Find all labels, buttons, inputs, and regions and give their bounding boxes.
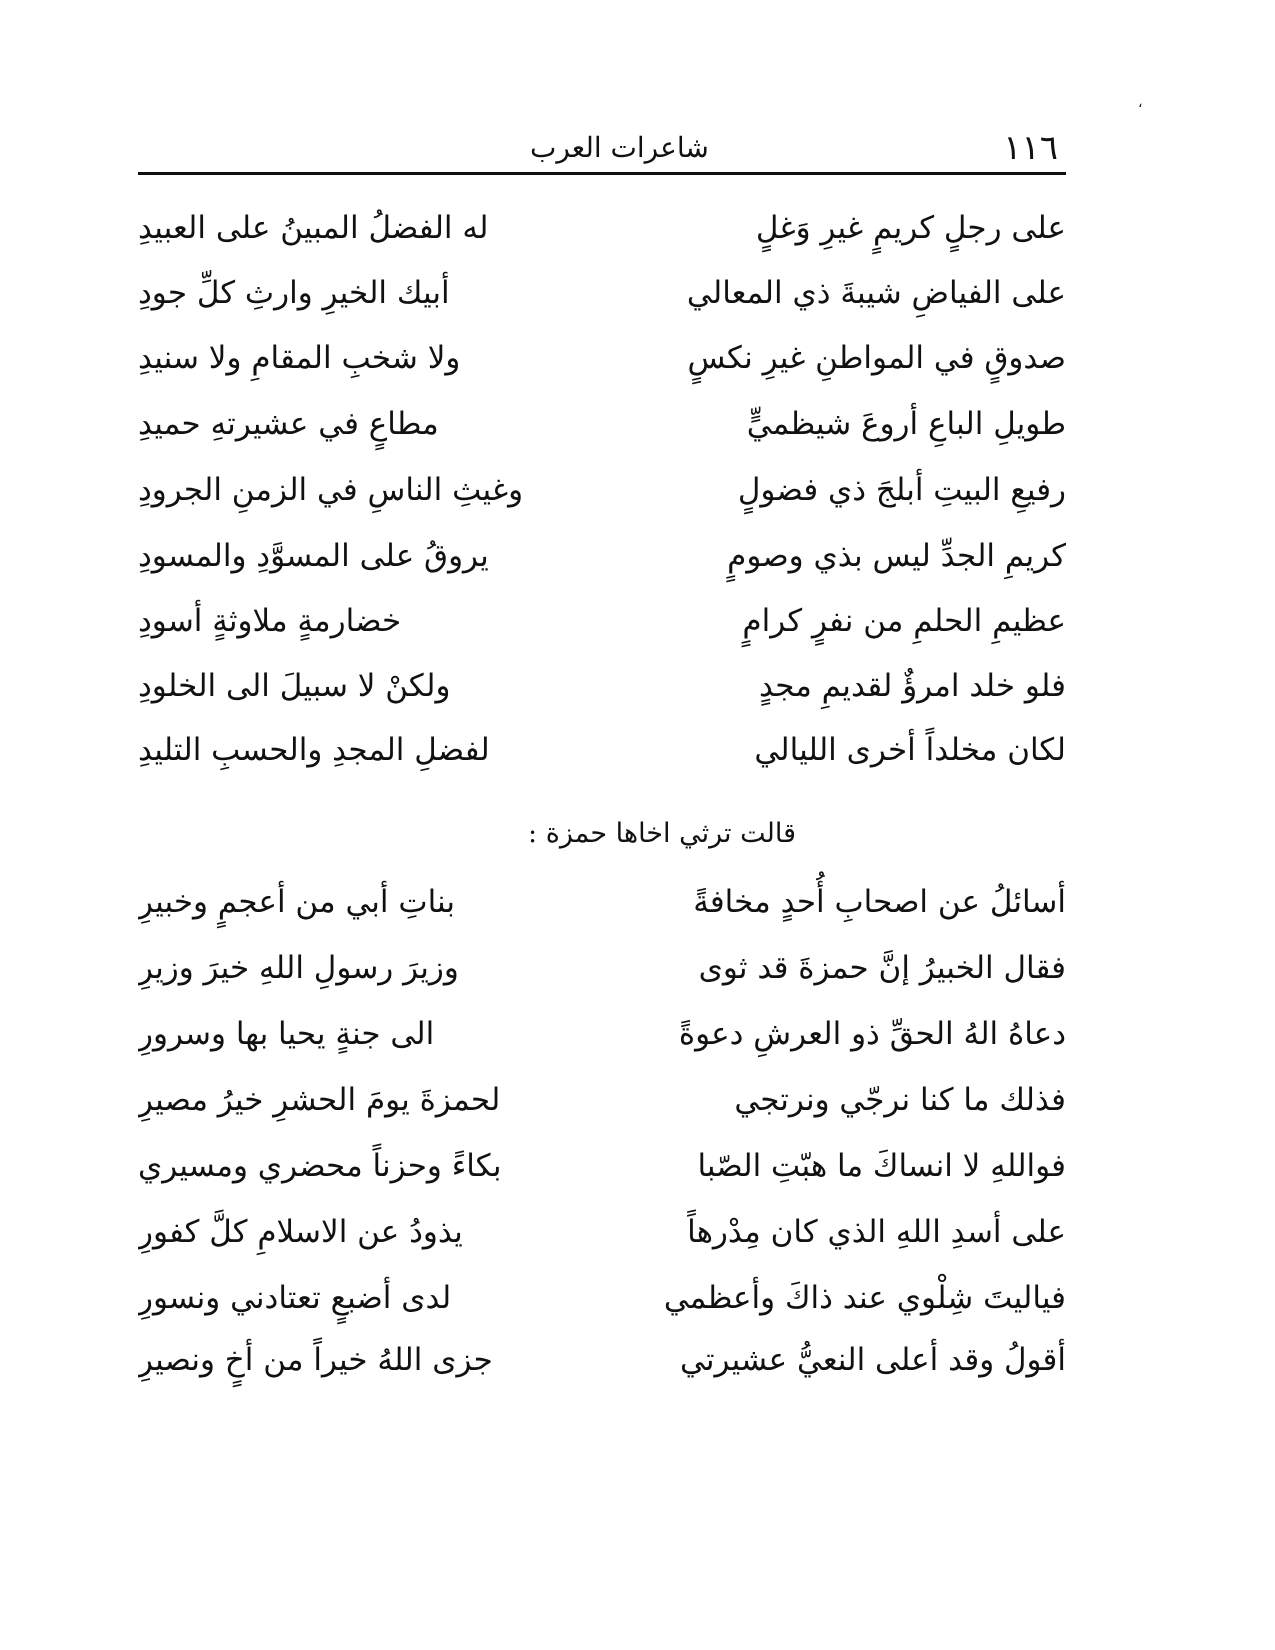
first-hemistich: فقال الخبيرُ إنَّ حمزةَ قد ثوى <box>698 950 1066 986</box>
first-hemistich: فواللهِ لا انساكَ ما هبّتِ الصّبا <box>697 1148 1066 1184</box>
first-hemistich: طويلِ الباعِ أروعَ شيظميٍّ <box>746 406 1066 442</box>
page-header <box>138 128 1058 172</box>
second-hemistich: له الفضلُ المبينُ على العبيدِ <box>138 210 489 246</box>
verse-line <box>138 1134 1066 1198</box>
first-hemistich: رفيعِ البيتِ أبلجَ ذي فضولٍ <box>737 472 1066 508</box>
first-hemistich: دعاهُ الهُ الحقِّ ذو العرشِ دعوةً <box>678 1016 1066 1052</box>
first-hemistich: لكان مخلداً أخرى الليالي <box>754 732 1066 768</box>
running-title: شاعرات العرب <box>530 131 709 164</box>
second-hemistich: خضارمةٍ ملاوثةٍ أسودِ <box>138 603 402 639</box>
first-hemistich: كريمِ الجدِّ ليس بذي وصومٍ <box>727 538 1066 574</box>
second-hemistich: وزيرَ رسولِ اللهِ خيرَ وزيرِ <box>138 950 459 986</box>
verse-line <box>138 326 1066 390</box>
second-hemistich: ولكنْ لا سبيلَ الى الخلودِ <box>138 668 451 704</box>
second-hemistich: ولا شخبِ المقامِ ولا سنيدِ <box>138 340 461 376</box>
first-hemistich: عظيمِ الحلمِ من نفرٍ كرامٍ <box>742 603 1066 639</box>
first-hemistich: على رجلٍ كريمٍ غيرِ وَغلٍ <box>755 210 1066 246</box>
second-hemistich: الى جنةٍ يحيا بها وسرورِ <box>138 1016 435 1052</box>
margin-mark: ، <box>1138 95 1143 111</box>
verse-line <box>138 458 1066 522</box>
verse-line <box>138 1068 1066 1132</box>
second-hemistich: مطاعٍ في عشيرتهِ حميدِ <box>138 406 439 442</box>
verse-line <box>138 1328 1066 1392</box>
verse-line <box>138 1002 1066 1066</box>
first-hemistich: فذلك ما كنا نرجّي ونرتجي <box>734 1082 1066 1118</box>
second-hemistich: جزى اللهُ خيراً من أخٍ ونصيرِ <box>138 1342 493 1378</box>
verse-line <box>138 654 1066 718</box>
first-hemistich: أقولُ وقد أعلى النعيُّ عشيرتي <box>680 1342 1066 1378</box>
verse-line <box>138 936 1066 1000</box>
first-hemistich: على أسدِ اللهِ الذي كان مِدْرهاً <box>687 1214 1066 1250</box>
header-rule <box>138 172 1066 175</box>
verse-line <box>138 261 1066 325</box>
second-hemistich: بناتِ أبي من أعجمٍ وخبيرِ <box>138 884 456 920</box>
verse-line <box>138 1200 1066 1264</box>
second-hemistich: يذودُ عن الاسلامِ كلَّ كفورِ <box>138 1214 463 1250</box>
poem-intro: قالت ترثي اخاها حمزة : <box>528 818 796 849</box>
verse-line <box>138 870 1066 934</box>
verse-line <box>138 196 1066 260</box>
second-hemistich: لفضلِ المجدِ والحسبِ التليدِ <box>138 732 490 768</box>
first-hemistich: على الفياضِ شيبةَ ذي المعالي <box>686 275 1066 311</box>
first-hemistich: فياليتَ شِلْوي عند ذاكَ وأعظمي <box>663 1280 1066 1316</box>
first-hemistich: أسائلُ عن اصحابِ أُحدٍ مخافةً <box>693 884 1066 920</box>
second-hemistich: وغيثِ الناسِ في الزمنِ الجرودِ <box>138 472 524 508</box>
first-hemistich: صدوقٍ في المواطنِ غيرِ نكسٍ <box>687 340 1066 376</box>
second-hemistich: لحمزةَ يومَ الحشرِ خيرُ مصيرِ <box>138 1082 501 1118</box>
verse-line <box>138 392 1066 456</box>
second-hemistich: لدى أضبعٍ تعتادني ونسورِ <box>138 1280 452 1316</box>
second-hemistich: يروقُ على المسوَّدِ والمسودِ <box>138 538 489 574</box>
second-hemistich: أبيك الخيرِ وارثِ كلِّ جودِ <box>138 275 450 311</box>
second-hemistich: بكاءً وحزناً محضري ومسيري <box>138 1148 502 1184</box>
verse-line <box>138 1266 1066 1330</box>
verse-line <box>138 524 1066 588</box>
first-hemistich: فلو خلد امرؤٌ لقديمِ مجدٍ <box>758 668 1066 704</box>
verse-line <box>138 589 1066 653</box>
verse-line <box>138 718 1066 782</box>
page-number: ١١٦ <box>1003 128 1058 168</box>
